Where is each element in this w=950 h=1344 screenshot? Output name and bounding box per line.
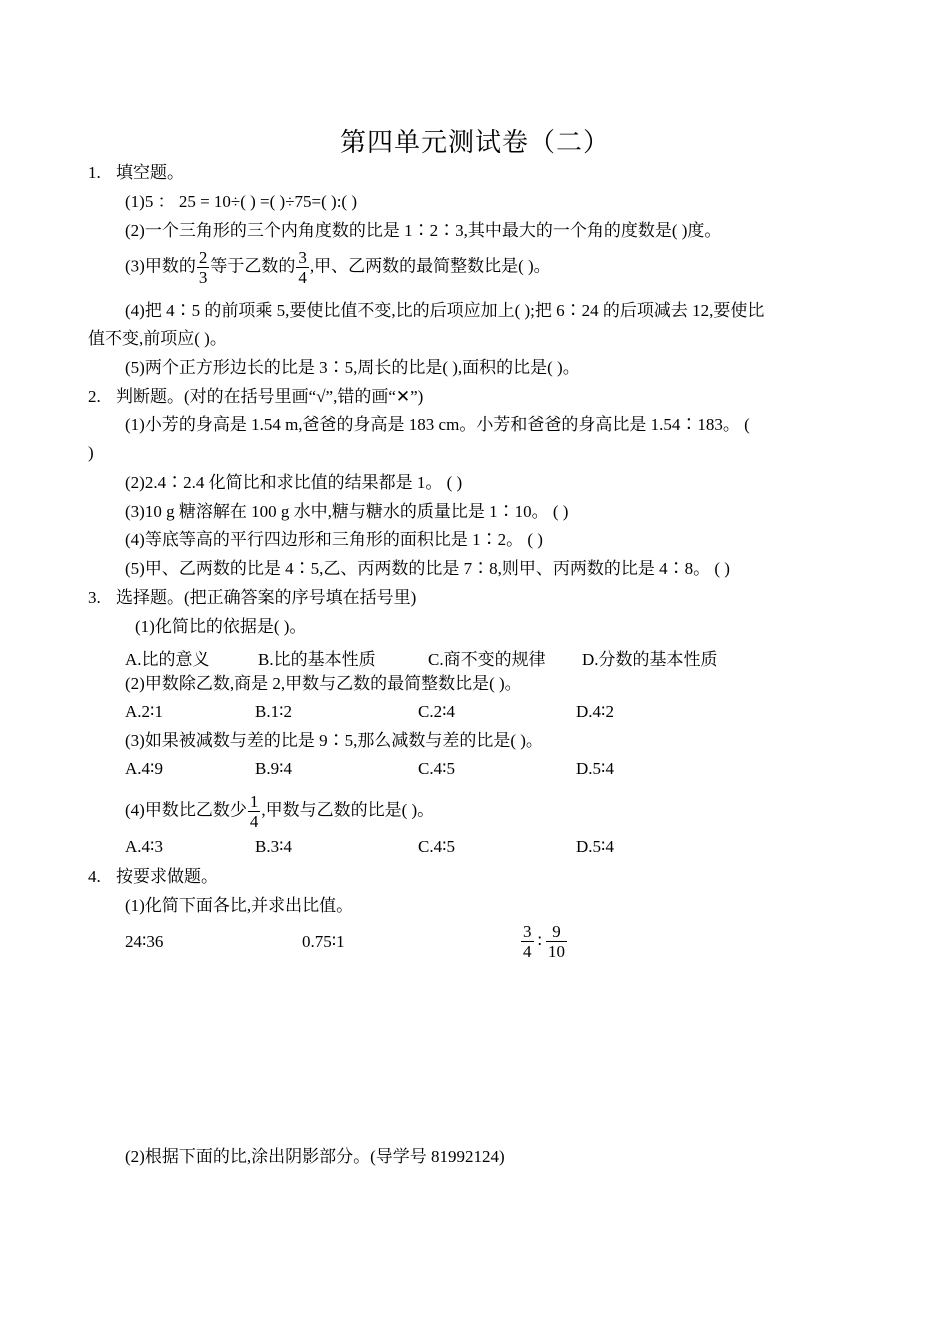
denominator: 10 [547,942,565,961]
ratio-2: 0.75∶1 [302,932,345,951]
option-b: B.9∶4 [255,759,293,778]
question-1-1: (1)5 ： 25 = 10÷( ) =( )÷75=( ):( ) [125,192,358,211]
question-2-3: (3)10 g 糖溶解在 100 g 水中,糖与糖水的质量比是 1∶10。 ( ) [125,502,569,521]
fraction [546,922,567,961]
option-c: C.4∶5 [418,759,456,778]
option-d: D.分数的基本性质 [582,650,718,669]
section-number: 2. [88,387,101,406]
page-title: 第四单元测试卷（二） [339,128,610,158]
text: (4)甲数比乙数少 [125,800,247,820]
option-a: A.4∶3 [125,837,163,856]
section-title: 按要求做题。 [116,867,218,886]
option-a: A.4∶9 [125,759,163,778]
numerator: 2 [198,248,208,267]
numerator: 3 [523,922,532,941]
question-1-3 [125,248,551,287]
section-number: 4. [88,867,101,886]
denominator: 4 [298,268,307,287]
question-2-5: (5)甲、乙两数的比是 4∶5,乙、丙两数的比是 7∶8,则甲、丙两数的比是 4∶8。 ( ) [125,559,730,578]
option-b: B.1∶2 [255,702,293,721]
text: 等于乙数的 [210,256,296,276]
option-d: D.5∶4 [576,837,614,856]
section-1-heading [88,162,184,184]
question-4-2: (2)根据下面的比,涂出阴影部分。(导学号 81992124) [125,1147,505,1166]
question-2-1: (1)小芳的身高是 1.54 m,爸爸的身高是 183 cm。小芳和爸爸的身高比是 1.54∶183。 ( [125,415,750,434]
section-title: 填空题。 [116,163,184,182]
section-4-heading [88,866,218,888]
text: ,甲、乙两数的最简整数比是( )。 [309,256,551,276]
numerator: 1 [249,792,259,811]
option-c: C.2∶4 [418,702,456,721]
section-2-heading [88,386,423,408]
section-3-heading [88,587,416,609]
question-3-1: (1)化简比的依据是( )。 [135,617,307,636]
option-a: A.2∶1 [125,702,163,721]
question-1-4-cont: 值不变,前项应( )。 [88,329,227,348]
numerator: 9 [546,922,567,942]
fraction [296,248,309,287]
denominator: 3 [198,268,208,287]
numerator: 3 [298,248,307,267]
question-1-4: (4)把 4∶5 的前项乘 5,要使比值不变,比的后项应加上( );把 6∶24 的后项减去 12,要使比 [125,301,765,320]
ratio-separator: ∶ [537,931,542,951]
section-title: 判断题。(对的在括号里画“√”,错的画“✕”) [116,387,424,406]
section-number: 1. [88,163,101,182]
ratio-3 [520,922,568,961]
question-2-4: (4)等底等高的平行四边形和三角形的面积比是 1∶2。 ( ) [125,530,543,549]
question-1-5: (5)两个正方形边长的比是 3∶5,周长的比是( ),面积的比是( )。 [125,358,580,377]
option-b: B.比的基本性质 [258,650,376,669]
text: (3)甲数的 [125,256,196,276]
option-c: C.4∶5 [418,837,456,856]
question-4-1: (1)化简下面各比,并求出比值。 [125,896,354,915]
question-2-1-cont: ) [88,443,94,462]
option-b: B.3∶4 [255,837,293,856]
ratio-1: 24∶36 [125,932,164,951]
section-title: 选择题。(把正确答案的序号填在括号里) [116,588,417,607]
text: ,甲数与乙数的比是( )。 [261,800,435,820]
denominator: 4 [523,942,532,961]
fraction [197,248,210,287]
fraction [521,922,534,961]
section-number: 3. [88,588,101,607]
option-c: C.商不变的规律 [428,650,546,669]
option-d: D.4∶2 [576,702,614,721]
question-3-3: (3)如果被减数与差的比是 9∶5,那么减数与差的比是( )。 [125,731,543,750]
option-a: A.比的意义 [125,650,210,669]
question-3-4 [125,792,434,831]
question-2-2: (2)2.4∶2.4 化简比和求比值的结果都是 1。 ( ) [125,473,463,492]
denominator: 4 [249,812,259,831]
question-3-2: (2)甲数除乙数,商是 2,甲数与乙数的最简整数比是( )。 [125,674,522,693]
option-d: D.5∶4 [576,759,614,778]
question-1-2: (2)一个三角形的三个内角度数的比是 1∶2∶3,其中最大的一个角的度数是( )度。 [125,221,722,240]
fraction [248,792,261,831]
